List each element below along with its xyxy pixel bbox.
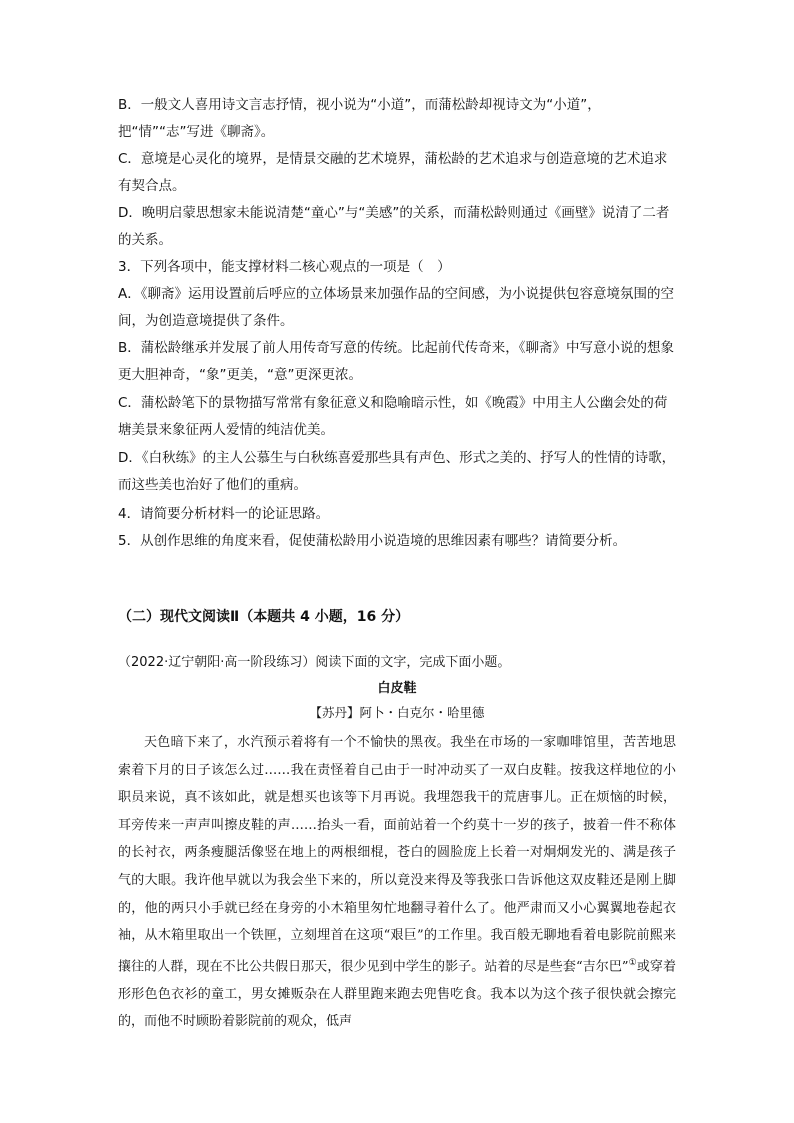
option-text: C．蒲松龄笔下的景物描写常常有象征意义和隐喻暗示性，如《晚霞》中用主人公幽会处的荷塘美景来象征两人爱情的纯洁优美。 xyxy=(118,395,668,438)
question-5 xyxy=(118,528,678,555)
option-d-1 xyxy=(118,200,678,254)
story-title: 白皮鞋 xyxy=(377,681,417,696)
option-text: A．《聊斋》运用设置前后呼应的立体场景来加强作品的空间感，为小说提供包容意境氛围的空间，为创造意境提供了条件。 xyxy=(118,286,674,329)
story-body xyxy=(118,729,676,1036)
story-text: 或穿着形形色色衣衫的童工，男女摊贩杂在人群里跑来跑去兜售吃食。我本以为这个孩子很快就会擦完的，而他不时顾盼着影院前的观众，低声 xyxy=(118,959,676,1030)
story-paragraph xyxy=(118,729,676,1036)
option-text: D．《白秋练》的主人公慕生与白秋练喜爱那些具有声色、形式之美的、抒写人的性情的诗歌，而这些美也治好了他们的重病。 xyxy=(118,450,676,493)
option-c-3 xyxy=(118,390,678,444)
question-text: 5．从创作思维的角度来看，促使蒲松龄用小说造境的思维因素有哪些？请简要分析。 xyxy=(118,533,627,549)
option-b-3 xyxy=(118,335,678,389)
option-b-1 xyxy=(118,92,678,146)
story-text: 天色暗下来了，水汽预示着将有一个不愉快的黑夜。我坐在市场的一家咖啡馆里，苦苦地思索着下月的日子该怎么过……我在责怪着自己由于一时冲动买了一双白皮鞋。按我这样地位的小职员来说，真不该如此，就是想买也该等下月再说。我埋怨我干的荒唐事儿。正在烦恼的时候，耳旁传来一声声叫擦皮鞋的声……抬头一看，面前站着一个约莫十一岁的孩子，披着一件不称体的长衬衣，两条瘦腿活像竖在地上的两根细棍，苍白的圆脸庞上长着一对炯炯发光的、满是孩子气的大眼。我许他早就以为我会坐下来的，所以竟没来得及等我张口告诉他这双皮鞋还是刚上脚的，他的两只小手就已经在身旁的小木箱里匆忙地翻寻着什么了。他严肃而又小心翼翼地卷起衣袖，从木箱里取出一个铁匣，立刻埋首在这项“艰巨”的工作里。我百般无聊地看着电影院前熙来攘往的人群，现在不比公共假日那天，很少见到中学生的影子。站着的尽是些套“吉尔巴” xyxy=(118,735,676,975)
option-text: B．蒲松龄继承并发展了前人用传奇写意的传统。比起前代传奇来，《聊斋》中写意小说的想象更大胆神奇，“象”更美，“意”更深更浓。 xyxy=(118,340,675,383)
question-text: 3．下列各项中，能支撑材料二核心观点的一项是（ ） xyxy=(118,259,451,275)
question-4 xyxy=(118,501,678,528)
option-d-3 xyxy=(118,445,678,499)
option-a-3 xyxy=(118,281,678,335)
reading-intro: （2022·辽宁朝阳·高一阶段练习）阅读下面的文字，完成下面小题。 xyxy=(118,655,511,670)
option-text: C．意境是心灵化的境界，是情景交融的艺术境界，蒲松龄的艺术追求与创造意境的艺术追求有契合点。 xyxy=(118,151,668,194)
footnote-marker: ① xyxy=(628,957,637,968)
question-text: 4．请简要分析材料一的论证思路。 xyxy=(118,506,330,522)
question-3 xyxy=(118,254,678,281)
option-c-1 xyxy=(118,146,678,200)
story-author: 【苏丹】阿卜・白克尔・哈里德 xyxy=(309,705,485,720)
option-text: D．晚明启蒙思想家未能说清楚“童心”与“美感”的关系，而蒲松龄则通过《画壁》说清了二者的关系。 xyxy=(118,205,670,248)
option-text: B．一般文人喜用诗文言志抒情，视小说为“小道”，而蒲松龄却视诗文为“小道”，把“情”“志”写进《聊斋》。 xyxy=(118,97,601,140)
section-heading: （二）现代文阅读Ⅱ（本题共 4 小题，16 分） xyxy=(118,609,410,625)
